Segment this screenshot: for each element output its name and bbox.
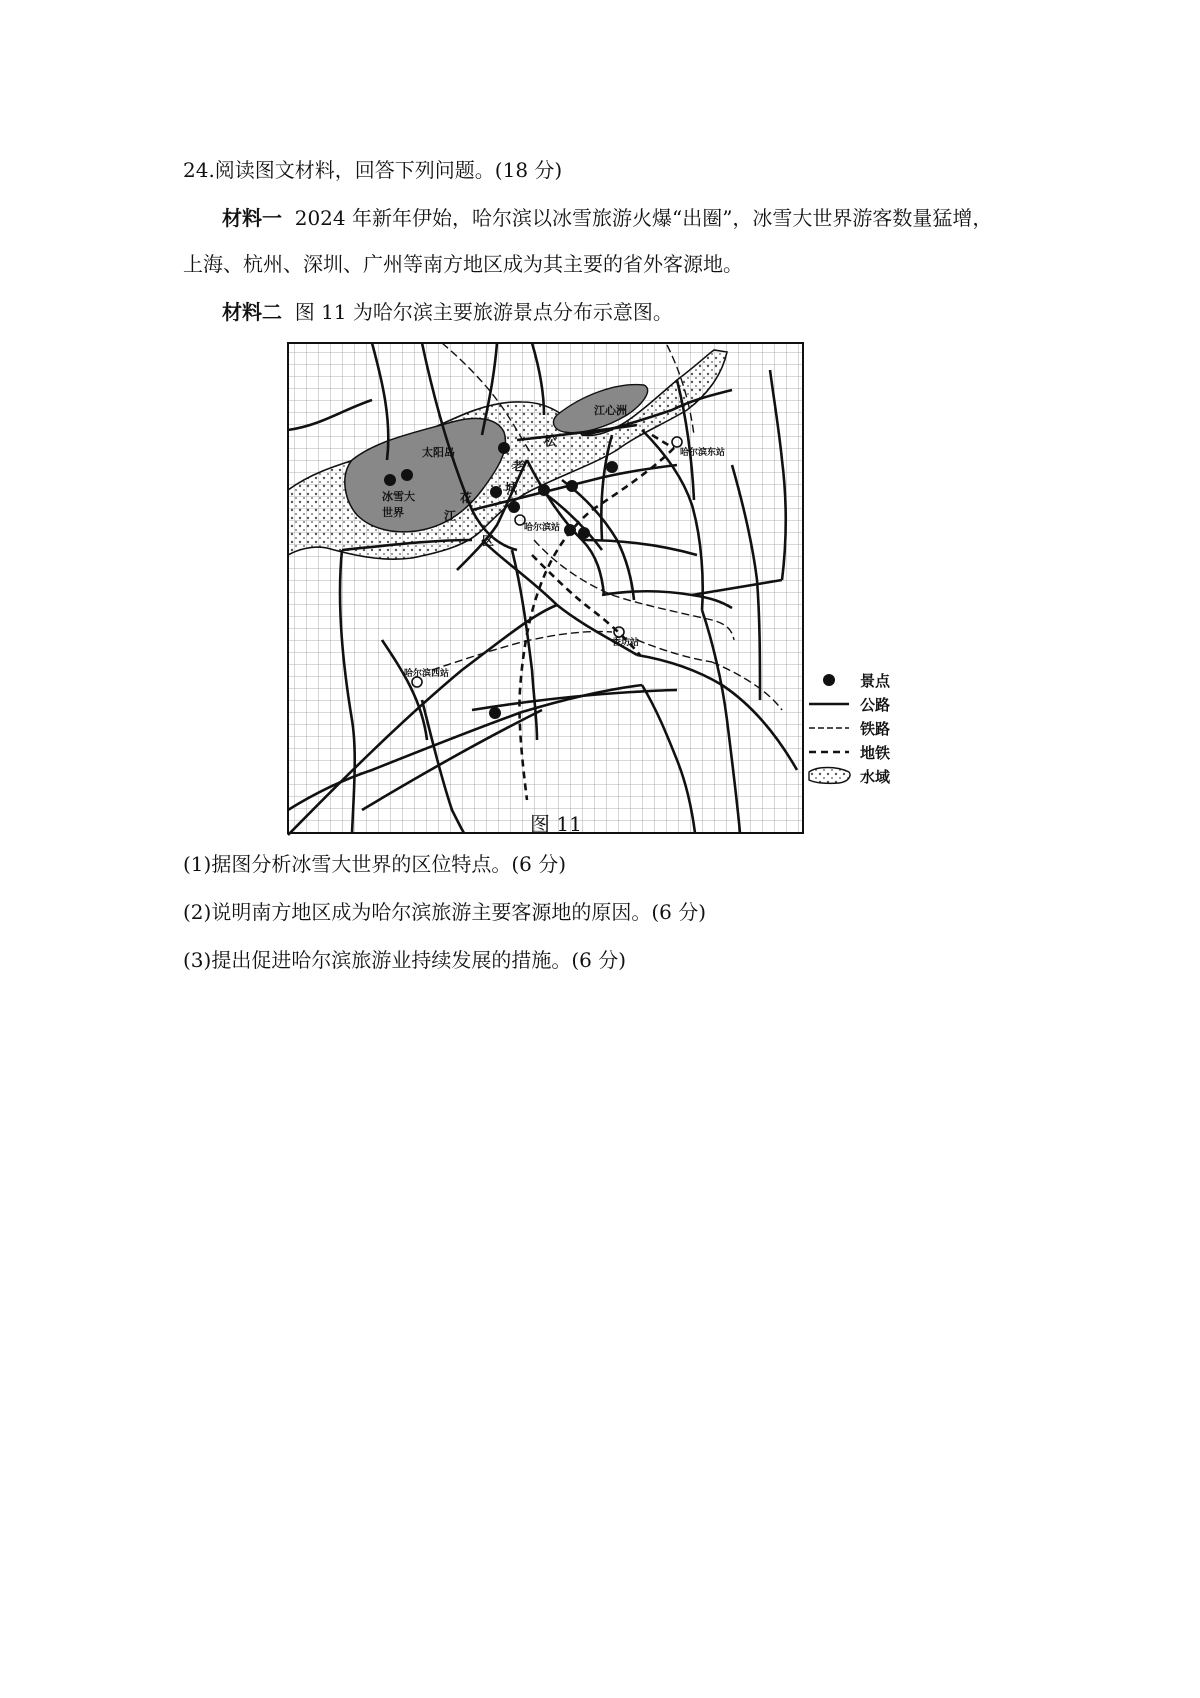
- subquestion-2: (2)说明南方地区成为哈尔滨旅游主要客源地的原因。(6 分): [183, 900, 707, 924]
- label-taiyangdao: 太阳岛: [422, 447, 455, 459]
- question-heading: 24.阅读图文材料，回答下列问题。(18 分): [183, 158, 563, 182]
- scenic-spot: [538, 484, 550, 496]
- legend-road-label: 公路: [860, 697, 891, 714]
- legend-railway-label: 铁路: [860, 721, 891, 738]
- label-river-1: 松: [544, 434, 557, 448]
- scenic-spot: [401, 469, 413, 481]
- material-1-line-2: 上海、杭州、深圳、广州等南方地区成为其主要的省外客源地。: [183, 252, 743, 276]
- label-harbin-west: 哈尔滨西站: [404, 668, 450, 678]
- label-xiangfang: 香坊站: [612, 637, 640, 647]
- label-jiangxinzhou: 江心洲: [594, 405, 627, 417]
- scenic-spot: [578, 527, 590, 539]
- label-bingxue-1: 冰雪大: [382, 491, 415, 503]
- material-2-text: 图 11 为哈尔滨主要旅游景点分布示意图。: [294, 300, 673, 324]
- figure-caption: 图 11: [530, 812, 582, 836]
- label-harbin-east: 哈尔滨东站: [680, 447, 726, 457]
- scenic-spot: [564, 524, 576, 536]
- label-old-city-2: 城: [505, 481, 518, 495]
- subquestion-1: (1)据图分析冰雪大世界的区位特点。(6 分): [183, 852, 567, 876]
- legend-water-label: 水域: [860, 769, 891, 786]
- material-2-label: 材料二: [222, 300, 282, 324]
- map-legend: [809, 672, 891, 786]
- label-river-2: 花: [460, 491, 473, 505]
- label-old-city-1: 老: [512, 459, 525, 473]
- scenic-spot: [498, 442, 510, 454]
- material-2-line: [222, 298, 673, 326]
- scenic-spot: [508, 501, 520, 513]
- label-river-3: 江: [444, 509, 457, 523]
- legend-scenic-label: 景点: [860, 673, 891, 690]
- label-harbin-station: 哈尔滨站: [524, 522, 561, 532]
- material-1-label: 材料一: [222, 206, 282, 230]
- scenic-spot: [384, 474, 396, 486]
- scenic-spot: [490, 486, 502, 498]
- subquestion-3: (3)提出促进哈尔滨旅游业持续发展的措施。(6 分): [183, 948, 627, 972]
- legend-metro-label: 地铁: [860, 745, 891, 762]
- label-bingxue-2: 世界: [382, 507, 404, 519]
- material-1-line-1: [222, 204, 992, 232]
- legend-scenic-symbol: [823, 674, 835, 686]
- scenic-spot: [566, 480, 578, 492]
- harbin-scenic-map: [282, 340, 922, 840]
- material-1-text: 2024 年新年伊始，哈尔滨以冰雪旅游火爆“出圈”，冰雪大世界游客数量猛增，: [294, 206, 993, 230]
- legend-water-symbol: [809, 768, 850, 784]
- scenic-spot: [606, 461, 618, 473]
- label-old-city-3: 区: [482, 534, 495, 548]
- scenic-spot: [489, 707, 501, 719]
